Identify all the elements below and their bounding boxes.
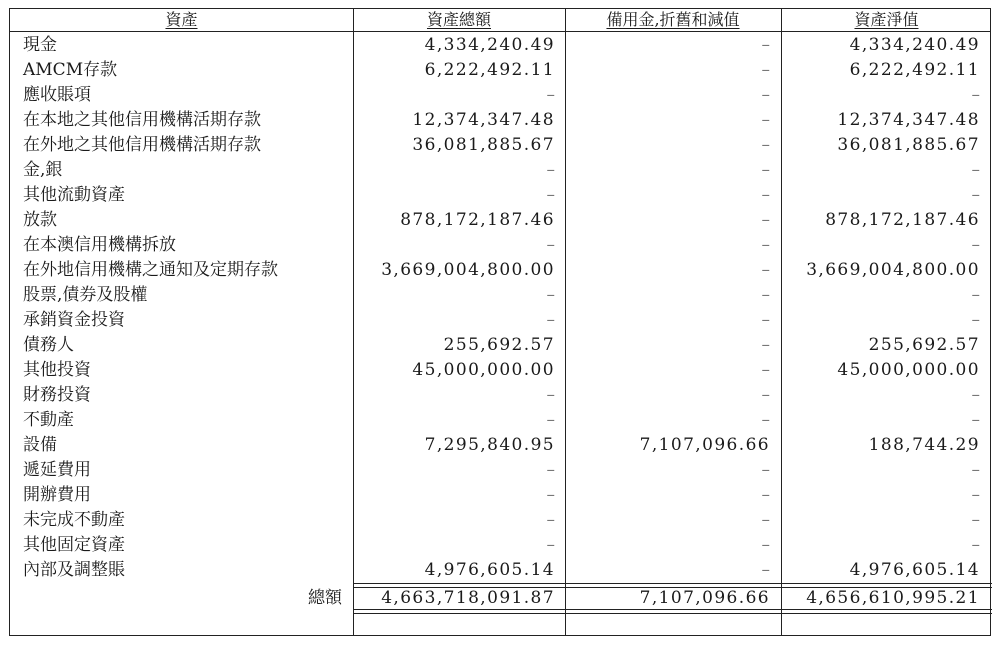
gross-value: 7,295,840.95: [424, 435, 555, 455]
table-row: [10, 33, 990, 58]
table-row: [10, 233, 990, 258]
net-value: 188,744.29: [868, 435, 980, 455]
row-label: 財務投資: [23, 385, 91, 405]
total-row: [10, 586, 990, 611]
row-label: 其他投資: [23, 360, 91, 380]
row-label: 股票,債券及股權: [23, 285, 148, 305]
provision-value: –: [761, 510, 770, 530]
gross-value: –: [546, 235, 555, 255]
provision-value: –: [761, 535, 770, 555]
total-net: 4,656,610,995.21: [806, 588, 980, 608]
row-label: AMCM存款: [23, 60, 118, 80]
net-value: 6,222,492.11: [849, 60, 980, 80]
gross-value: 4,976,605.14: [424, 560, 555, 580]
total-label: 總額: [308, 588, 342, 608]
row-label: 開辦費用: [23, 485, 91, 505]
table-row: [10, 158, 990, 183]
gross-value: 45,000,000.00: [412, 360, 555, 380]
table-row: [10, 558, 990, 583]
table-row: [10, 108, 990, 133]
provision-value: 7,107,096.66: [639, 435, 770, 455]
provision-value: –: [761, 210, 770, 230]
provision-value: –: [761, 85, 770, 105]
provision-value: –: [761, 485, 770, 505]
total-top-rule: [781, 583, 992, 588]
row-label: 其他流動資產: [23, 185, 125, 205]
net-value: –: [971, 160, 980, 180]
row-label: 在本澳信用機構拆放: [23, 235, 176, 255]
provision-value: –: [761, 235, 770, 255]
provision-value: –: [761, 60, 770, 80]
provision-value: –: [761, 110, 770, 130]
gross-value: –: [546, 485, 555, 505]
net-value: –: [971, 85, 980, 105]
provision-value: –: [761, 35, 770, 55]
net-value: –: [971, 485, 980, 505]
net-value: –: [971, 410, 980, 430]
gross-value: 4,334,240.49: [424, 35, 555, 55]
gross-value: –: [546, 310, 555, 330]
gross-value: –: [546, 410, 555, 430]
row-label: 現金: [23, 35, 57, 55]
net-value: 255,692.57: [868, 335, 980, 355]
net-value: 12,374,347.48: [837, 110, 980, 130]
gross-value: 3,669,004,800.00: [381, 260, 555, 280]
gross-value: –: [546, 160, 555, 180]
provision-value: –: [761, 560, 770, 580]
table-row: [10, 258, 990, 283]
row-label: 承銷資金投資: [23, 310, 125, 330]
provision-value: –: [761, 360, 770, 380]
row-label: 金,銀: [23, 160, 63, 180]
provision-value: –: [761, 385, 770, 405]
net-value: 36,081,885.67: [837, 135, 980, 155]
provision-value: –: [761, 135, 770, 155]
gross-value: 878,172,187.46: [400, 210, 555, 230]
total-bottom-rule: [353, 609, 565, 614]
net-value: –: [971, 385, 980, 405]
net-value: –: [971, 310, 980, 330]
table-row: [10, 308, 990, 333]
table-row: [10, 183, 990, 208]
table-row: [10, 383, 990, 408]
header-gross-assets: 資產總額: [426, 10, 491, 29]
table-row: [10, 408, 990, 433]
net-value: 4,976,605.14: [849, 560, 980, 580]
net-value: 4,334,240.49: [849, 35, 980, 55]
total-top-rule: [353, 583, 565, 588]
row-label: 在本地之其他信用機構活期存款: [23, 110, 261, 130]
net-value: –: [971, 285, 980, 305]
provision-value: –: [761, 285, 770, 305]
table-row: [10, 58, 990, 83]
table-row: [10, 508, 990, 533]
header-assets: 資產: [165, 10, 198, 29]
total-top-rule: [565, 583, 781, 588]
provision-value: –: [761, 310, 770, 330]
balance-sheet-table: [9, 8, 991, 636]
total-provisions: 7,107,096.66: [639, 588, 770, 608]
net-value: 3,669,004,800.00: [806, 260, 980, 280]
gross-value: –: [546, 385, 555, 405]
row-label: 債務人: [23, 335, 74, 355]
net-value: –: [971, 535, 980, 555]
row-label: 應收賬項: [23, 85, 91, 105]
provision-value: –: [761, 335, 770, 355]
provision-value: –: [761, 160, 770, 180]
table-row: [10, 333, 990, 358]
gross-value: –: [546, 285, 555, 305]
header-provisions: 備用金,折舊和減值: [606, 10, 740, 29]
row-label: 遞延費用: [23, 460, 91, 480]
row-label: 不動產: [23, 410, 74, 430]
gross-value: 12,374,347.48: [412, 110, 555, 130]
gross-value: –: [546, 85, 555, 105]
row-label: 放款: [23, 210, 57, 230]
row-label: 未完成不動產: [23, 510, 125, 530]
net-value: –: [971, 235, 980, 255]
gross-value: 36,081,885.67: [412, 135, 555, 155]
net-value: 878,172,187.46: [825, 210, 980, 230]
table-row: [10, 433, 990, 458]
gross-value: –: [546, 185, 555, 205]
table-row: [10, 358, 990, 383]
table-row: [10, 458, 990, 483]
provision-value: –: [761, 185, 770, 205]
net-value: –: [971, 185, 980, 205]
row-label: 內部及調整賬: [23, 560, 125, 580]
gross-value: –: [546, 460, 555, 480]
gross-value: 6,222,492.11: [424, 60, 555, 80]
provision-value: –: [761, 410, 770, 430]
total-bottom-rule: [565, 609, 781, 614]
gross-value: –: [546, 535, 555, 555]
row-label: 其他固定資產: [23, 535, 125, 555]
net-value: 45,000,000.00: [837, 360, 980, 380]
row-label: 設備: [23, 435, 57, 455]
gross-value: –: [546, 510, 555, 530]
total-gross: 4,663,718,091.87: [381, 588, 555, 608]
table-row: [10, 208, 990, 233]
table-row: [10, 83, 990, 108]
net-value: –: [971, 460, 980, 480]
row-label: 在外地之其他信用機構活期存款: [23, 135, 261, 155]
header-net-assets: 資產淨值: [854, 10, 919, 29]
net-value: –: [971, 510, 980, 530]
gross-value: 255,692.57: [443, 335, 555, 355]
table-row: [10, 283, 990, 308]
table-row: [10, 533, 990, 558]
row-label: 在外地信用機構之通知及定期存款: [23, 260, 278, 280]
table-row: [10, 483, 990, 508]
provision-value: –: [761, 460, 770, 480]
total-bottom-rule: [781, 609, 992, 614]
header-divider: [10, 31, 990, 32]
table-row: [10, 133, 990, 158]
provision-value: –: [761, 260, 770, 280]
